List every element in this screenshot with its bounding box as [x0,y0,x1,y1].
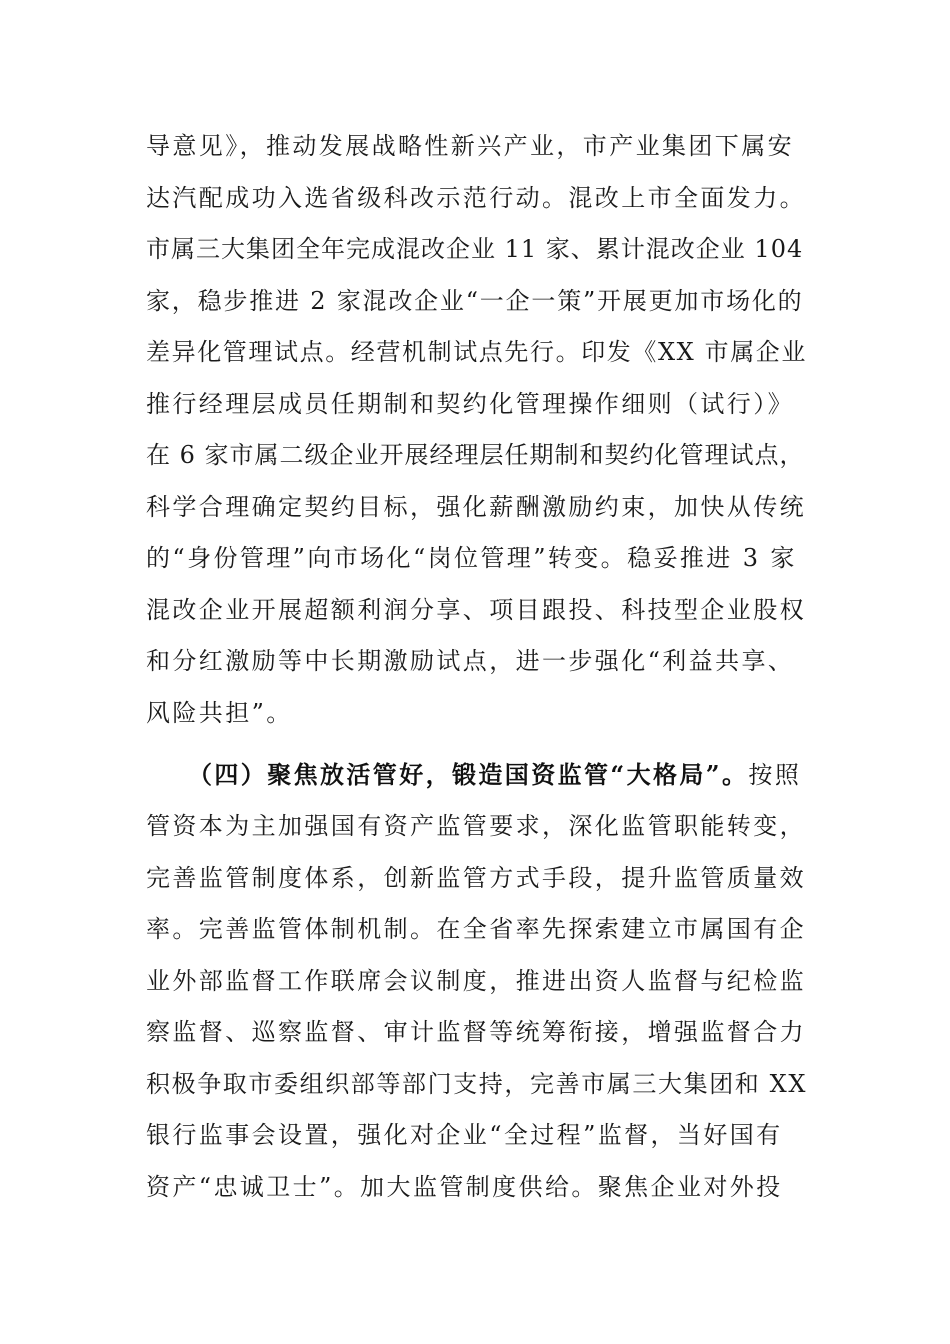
body-text-line: 家，稳步推进 2 家混改企业“一企一策”开展更加市场化的 [146,287,804,315]
body-text-line: 的“身份管理”向市场化“岗位管理”转变。稳妥推进 3 家 [146,544,797,572]
body-text-line: 达汽配成功入选省级科改示范行动。混改上市全面发力。 [146,184,806,212]
body-text-line: 在 6 家市属二级企业开展经理层任期制和契约化管理试点， [146,441,805,469]
body-text-line: 积极争取市委组织部等部门支持，完善市属三大集团和 XX [146,1070,807,1098]
body-text-line: 完善监管制度体系，创新监管方式手段，提升监管质量效 [146,864,806,892]
body-text-line: 率。完善监管体制机制。在全省率先探索建立市属国有企 [146,915,806,943]
section-heading: （四）聚焦放活管好，锻造国资监管“大格局”。 [188,760,749,789]
body-text-line: 市属三大集团全年完成混改企业 11 家、累计混改企业 104 [146,235,804,263]
body-text-line: 风险共担”。 [146,699,293,727]
body-text-line: 差异化管理试点。经营机制试点先行。印发《XX 市属企业 [146,338,807,366]
body-text-line: 资产“忠诚卫士”。加大监管制度供给。聚焦企业对外投 [146,1173,783,1201]
section-heading-tail: 按照 [748,761,802,789]
body-text-line: 推行经理层成员任期制和契约化管理操作细则（试行）》 [146,390,794,418]
body-text-line: 和分红激励等中长期激励试点，进一步强化“利益共享、 [146,647,795,675]
body-text-line: 混改企业开展超额利润分享、项目跟投、科技型企业股权 [146,596,806,624]
body-text-line: 银行监事会设置，强化对企业“全过程”监督，当好国有 [146,1121,783,1149]
body-text-line: 察监督、巡察监督、审计监督等统筹衔接，增强监督合力 [146,1018,806,1046]
section-heading-line [188,759,806,791]
body-text-line: 管资本为主加强国有资产监管要求，深化监管职能转变， [146,812,806,840]
body-text-line: 业外部监督工作联席会议制度，推进出资人监督与纪检监 [146,967,806,995]
body-text-line: 科学合理确定契约目标，强化薪酬激励约束，加快从传统 [146,493,806,521]
body-text-line: 导意见》，推动发展战略性新兴产业，市产业集团下属安 [146,132,794,160]
